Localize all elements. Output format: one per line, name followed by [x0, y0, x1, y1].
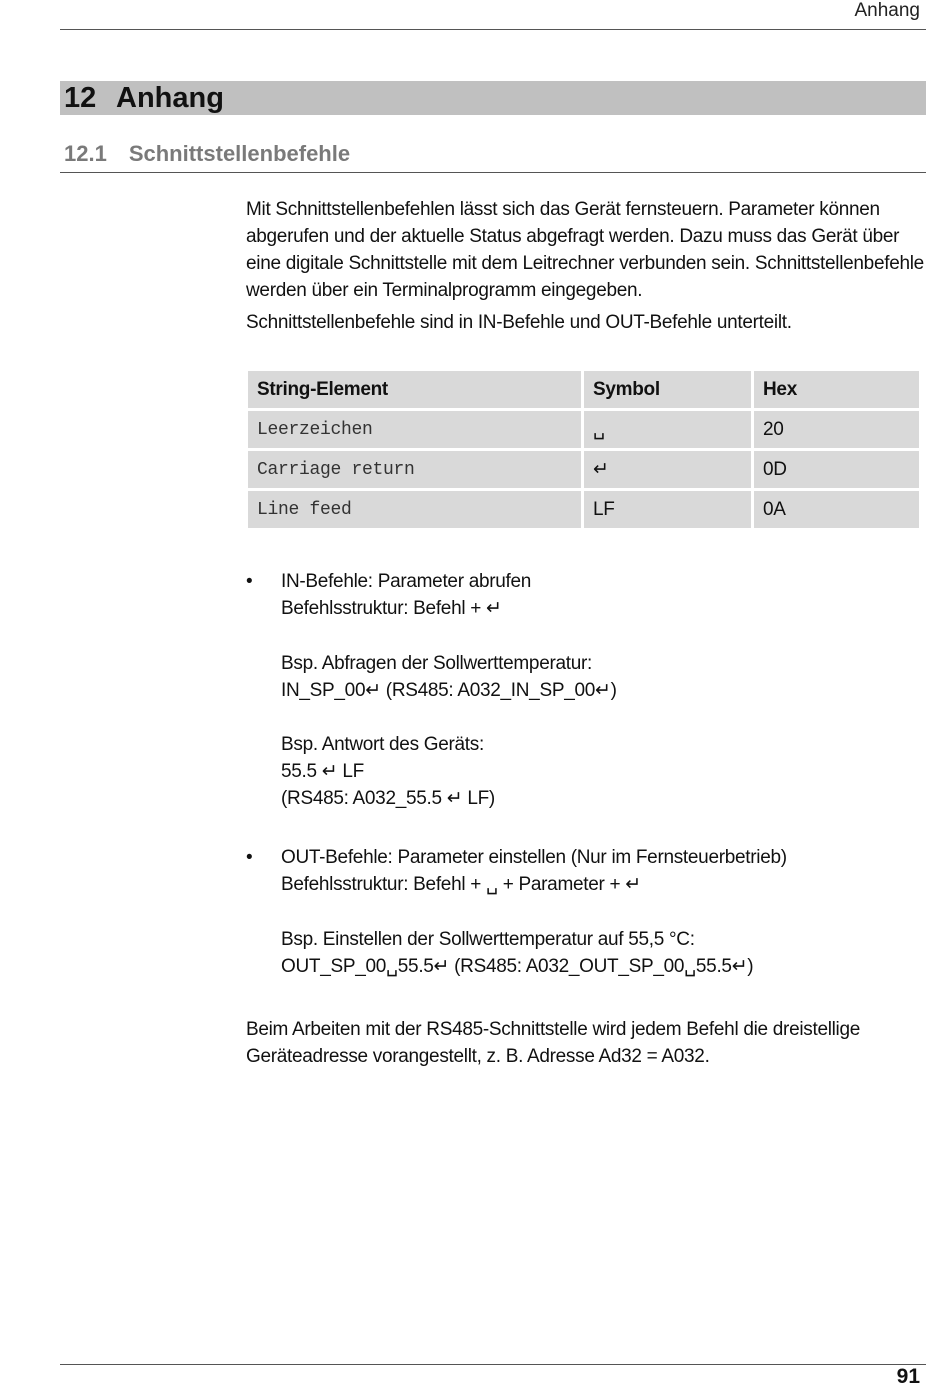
string-element-table	[245, 368, 922, 531]
page-number: 91	[896, 1365, 920, 1388]
table-cell: ␣	[584, 411, 751, 448]
out-commands-title: OUT-Befehle: Parameter einstellen (Nur im Fernsteuerbetrieb)	[281, 847, 787, 868]
string-element-table-wrapper	[245, 368, 922, 531]
out-example-label: Bsp. Einstellen der Sollwerttemperatur auf 55,5 °C:	[281, 929, 695, 950]
table-cell: LF	[584, 491, 751, 528]
table-header-cell: Symbol	[584, 371, 751, 408]
intro-paragraph: Mit Schnittstellenbefehlen lässt sich das Gerät fernsteuern. Parameter können abgerufen und der aktuelle Status abgefragt werden. Dazu muss das Gerät über eine digitale Schnittstelle mit dem Leitrechner verbunden sein. Schnittstellenbefehle werden über ein Terminalprogramm eingegeben.	[246, 199, 924, 301]
section-rule	[60, 172, 926, 173]
table-cell: 0D	[754, 451, 919, 488]
table-header-cell: Hex	[754, 371, 919, 408]
table-row	[248, 451, 919, 488]
footer-rule	[60, 1364, 926, 1365]
section-title: Schnittstellenbefehle	[128, 141, 351, 166]
chapter-heading	[60, 81, 926, 115]
in-response-line-2: (RS485: A032_55.5 ↵ LF)	[281, 788, 495, 809]
bullet-in: •	[246, 571, 253, 592]
in-response-line-1: 55.5 ↵ LF	[281, 761, 364, 782]
table-row	[248, 491, 919, 528]
table-header-cell: String-Element	[248, 371, 581, 408]
section-number: 12.1	[64, 141, 107, 166]
out-commands-structure: Befehlsstruktur: Befehl + ␣ + Parameter + ↵	[281, 874, 641, 895]
table-cell: ↵	[584, 451, 751, 488]
in-example-label: Bsp. Abfragen der Sollwerttemperatur:	[281, 653, 593, 674]
table-cell: Carriage return	[248, 451, 581, 488]
out-example-command: OUT_SP_00␣55.5↵ (RS485: A032_OUT_SP_00␣55.5↵)	[281, 956, 754, 977]
in-response-label: Bsp. Antwort des Geräts:	[281, 734, 484, 755]
intro-paragraph-2: Schnittstellenbefehle sind in IN-Befehle und OUT-Befehle unterteilt.	[246, 312, 792, 333]
running-header: Anhang	[854, 0, 920, 21]
table-cell: 0A	[754, 491, 919, 528]
table-cell: Leerzeichen	[248, 411, 581, 448]
table-cell: Line feed	[248, 491, 581, 528]
chapter-number: 12	[64, 82, 97, 114]
table-row	[248, 411, 919, 448]
table-cell: 20	[754, 411, 919, 448]
chapter-title: Anhang	[116, 82, 224, 114]
header-rule	[60, 29, 926, 30]
table-header-row	[248, 371, 919, 408]
in-example-command: IN_SP_00↵ (RS485: A032_IN_SP_00↵)	[281, 680, 617, 701]
closing-paragraph: Beim Arbeiten mit der RS485-Schnittstelle wird jedem Befehl die dreistellige Geräteadresse vorangestellt, z. B. Adresse Ad32 = A032.	[246, 1019, 861, 1067]
bullet-out: •	[246, 847, 253, 868]
section-heading	[64, 140, 350, 168]
in-commands-title: IN-Befehle: Parameter abrufen	[281, 571, 532, 592]
in-commands-structure: Befehlsstruktur: Befehl + ↵	[281, 598, 502, 619]
